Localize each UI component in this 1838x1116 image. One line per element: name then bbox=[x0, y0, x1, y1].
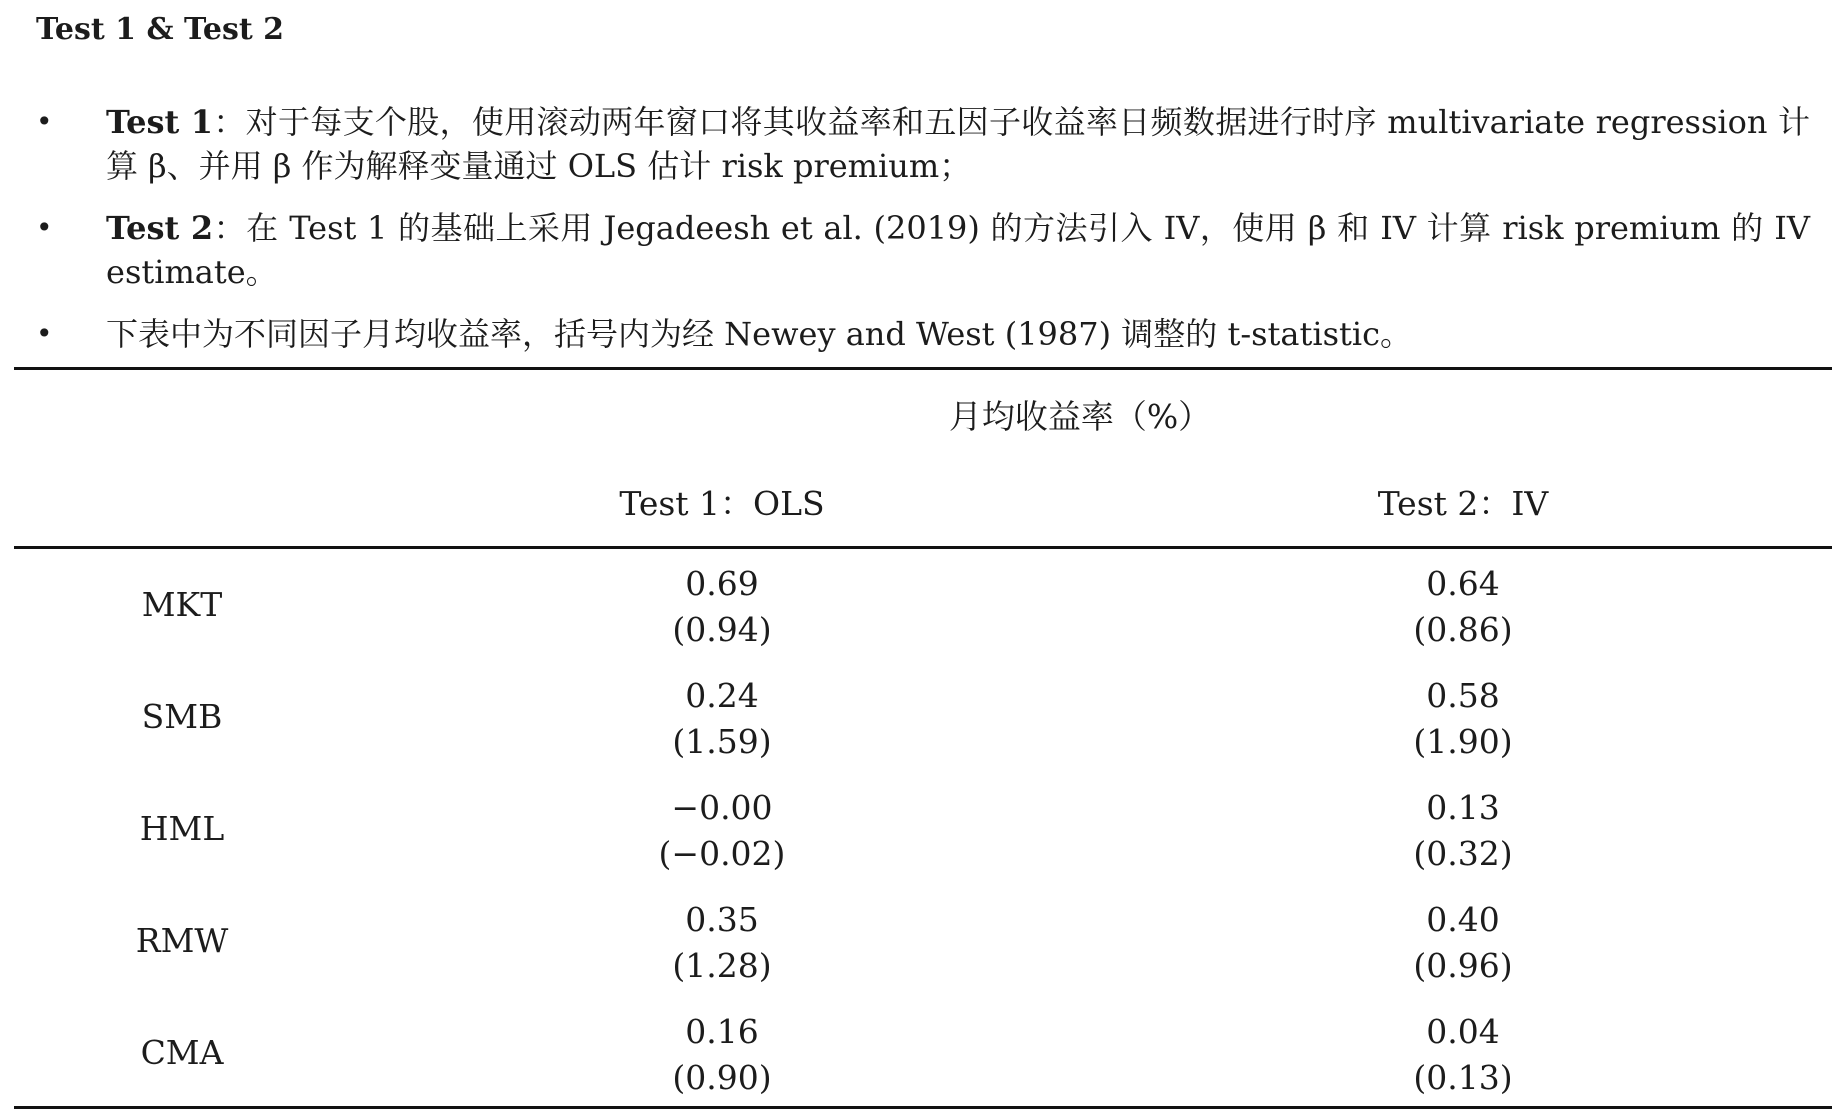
iv-value: 0.64 bbox=[1426, 564, 1500, 603]
ols-estimate-cell bbox=[572, 561, 872, 653]
ols-estimate-cell bbox=[572, 1009, 872, 1101]
ols-value: 0.16 bbox=[685, 1012, 759, 1051]
ols-value: 0.24 bbox=[685, 676, 759, 715]
bullet-bold-label: Test 1 bbox=[106, 103, 214, 141]
iv-t-stat: (0.13) bbox=[1413, 1058, 1513, 1097]
iv-estimate-cell bbox=[1313, 897, 1613, 989]
table-top-rule bbox=[14, 367, 1832, 370]
row-label: RMW bbox=[135, 921, 229, 960]
ols-value: 0.69 bbox=[685, 564, 759, 603]
iv-estimate-cell bbox=[1313, 785, 1613, 877]
row-label: SMB bbox=[141, 697, 223, 736]
bullet-list bbox=[30, 100, 1810, 374]
bullet-dot-icon: • bbox=[36, 317, 53, 350]
iv-t-stat: (0.86) bbox=[1413, 610, 1513, 649]
bullet-dot-icon: • bbox=[36, 211, 53, 244]
bullet-dot-icon: • bbox=[36, 105, 53, 138]
row-label: HML bbox=[139, 809, 225, 848]
ols-t-stat: (1.59) bbox=[672, 722, 772, 761]
ols-t-stat: (0.94) bbox=[672, 610, 772, 649]
ols-value: 0.35 bbox=[685, 900, 759, 939]
iv-value: 0.04 bbox=[1426, 1012, 1500, 1051]
ols-t-stat: (1.28) bbox=[672, 946, 772, 985]
page-title: Test 1 & Test 2 bbox=[36, 12, 285, 47]
ols-estimate-cell bbox=[572, 785, 872, 877]
iv-t-stat: (0.96) bbox=[1413, 946, 1513, 985]
bullet-table-note bbox=[30, 312, 1810, 356]
ols-estimate-cell bbox=[572, 673, 872, 765]
ols-t-stat: (0.90) bbox=[672, 1058, 772, 1097]
ols-t-stat: (−0.02) bbox=[658, 834, 786, 873]
iv-t-stat: (0.32) bbox=[1413, 834, 1513, 873]
row-label: MKT bbox=[141, 585, 223, 624]
row-label: CMA bbox=[140, 1033, 224, 1072]
bullet-test-2 bbox=[30, 206, 1810, 294]
iv-value: 0.40 bbox=[1426, 900, 1500, 939]
column-header-ols: Test 1：OLS bbox=[619, 484, 825, 523]
ols-estimate-cell bbox=[572, 897, 872, 989]
bullet-text: ：对于每支个股，使用滚动两年窗口将其收益率和五因子收益率日频数据进行时序 multivariate regression 计算 β、并用 β 作为解释变量通过 OLS 估计 risk premium； bbox=[106, 103, 1810, 185]
iv-estimate-cell bbox=[1313, 561, 1613, 653]
table-bottom-rule bbox=[14, 1106, 1832, 1109]
bullet-text: ：在 Test 1 的基础上采用 Jegadeesh et al. (2019) 的方法引入 IV，使用 β 和 IV 计算 risk premium 的 IV estimate。 bbox=[106, 209, 1810, 291]
bullet-text: 下表中为不同因子月均收益率，括号内为经 Newey and West (1987) 调整的 t-statistic。 bbox=[106, 315, 1413, 353]
ols-value: −0.00 bbox=[671, 788, 773, 827]
iv-t-stat: (1.90) bbox=[1413, 722, 1513, 761]
iv-value: 0.58 bbox=[1426, 676, 1500, 715]
iv-value: 0.13 bbox=[1426, 788, 1500, 827]
iv-estimate-cell bbox=[1313, 1009, 1613, 1101]
table-header-rule bbox=[14, 546, 1832, 549]
iv-estimate-cell bbox=[1313, 673, 1613, 765]
bullet-bold-label: Test 2 bbox=[106, 209, 214, 247]
bullet-test-1 bbox=[30, 100, 1810, 188]
table-group-header: 月均收益率（%） bbox=[948, 397, 1212, 436]
column-header-iv: Test 2：IV bbox=[1377, 484, 1549, 523]
